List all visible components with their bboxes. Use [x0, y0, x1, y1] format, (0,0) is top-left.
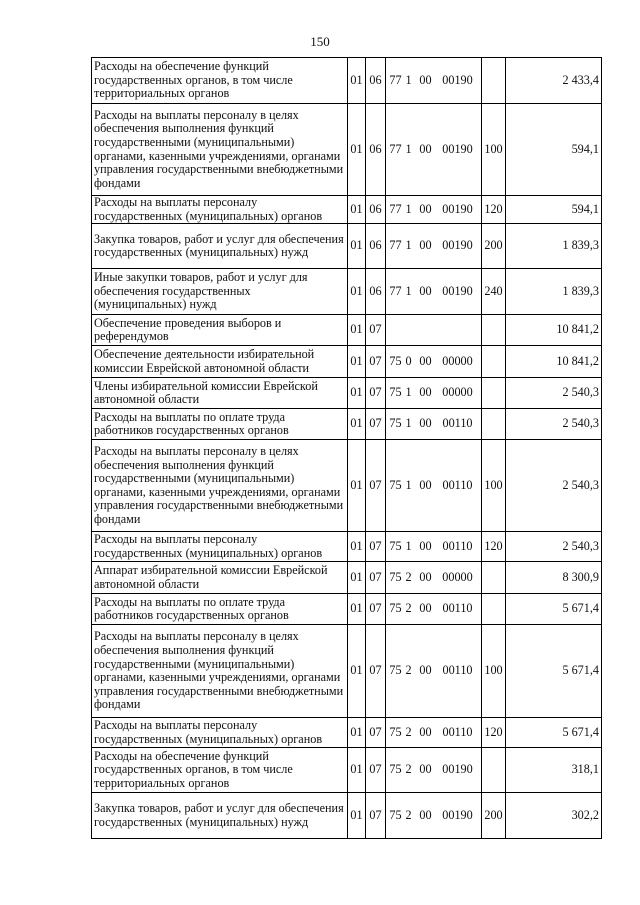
- target-article-part: 00000: [442, 353, 473, 368]
- target-article-part: 77: [389, 283, 402, 298]
- target-article-part: 00190: [442, 72, 473, 87]
- target-article-part: 00: [419, 283, 432, 298]
- target-article-code: [386, 315, 482, 346]
- expense-name: Расходы на выплаты по оплате труда работников государственных органов: [92, 594, 348, 625]
- target-article-part: 00000: [442, 569, 473, 584]
- amount: 10 841,2: [506, 315, 602, 346]
- target-article-code: [386, 793, 482, 839]
- amount: 5 671,4: [506, 625, 602, 718]
- section-code: 01: [348, 748, 366, 793]
- table-row: [92, 224, 602, 269]
- expense-type-code: 100: [482, 104, 506, 196]
- target-article-part: 00: [419, 353, 432, 368]
- table-row: [92, 625, 602, 718]
- amount: 10 841,2: [506, 346, 602, 378]
- section-code: 01: [348, 378, 366, 409]
- target-article-part: 1: [405, 477, 412, 492]
- target-article-code: [386, 346, 482, 378]
- target-article-part: 00110: [442, 416, 473, 431]
- subsection-code: 06: [366, 58, 386, 104]
- expense-name: Расходы на выплаты персоналу в целях обеспечения выполнения функций государственными (муниципальными) органами, казенными учреждениями, органами управления государственными внебюджетными фондами: [92, 104, 348, 196]
- target-article-code: [386, 748, 482, 793]
- expense-type-code: [482, 748, 506, 793]
- budget-table: [91, 57, 602, 839]
- subsection-code: 07: [366, 378, 386, 409]
- expense-name: Аппарат избирательной комиссии Еврейской автономной области: [92, 562, 348, 594]
- target-article-part: 1: [405, 72, 412, 87]
- section-code: 01: [348, 532, 366, 562]
- subsection-code: 07: [366, 718, 386, 748]
- table-row: [92, 562, 602, 594]
- expense-name: Расходы на выплаты персоналу государственных (муниципальных) органов: [92, 532, 348, 562]
- target-article-part: 77: [389, 141, 402, 156]
- target-article-code: [386, 104, 482, 196]
- amount: 302,2: [506, 793, 602, 839]
- amount: 318,1: [506, 748, 602, 793]
- target-article-part: 75: [389, 807, 402, 822]
- target-article-part: 77: [389, 201, 402, 216]
- target-article-part: 2: [405, 601, 412, 616]
- section-code: 01: [348, 793, 366, 839]
- table-row: [92, 315, 602, 346]
- budget-table-body: [92, 58, 602, 839]
- subsection-code: 06: [366, 104, 386, 196]
- target-article-part: 00110: [442, 538, 473, 553]
- expense-type-code: 200: [482, 224, 506, 269]
- expense-type-code: 100: [482, 440, 506, 532]
- target-article-code: [386, 625, 482, 718]
- table-row: [92, 269, 602, 315]
- target-article-code: [386, 409, 482, 440]
- target-article-part: 00: [419, 807, 432, 822]
- expense-type-code: 100: [482, 625, 506, 718]
- amount: 8 300,9: [506, 562, 602, 594]
- section-code: 01: [348, 346, 366, 378]
- section-code: 01: [348, 594, 366, 625]
- target-article-part: 00: [419, 538, 432, 553]
- table-row: [92, 196, 602, 224]
- expense-type-code: [482, 58, 506, 104]
- section-code: 01: [348, 440, 366, 532]
- target-article-part: 75: [389, 477, 402, 492]
- amount: 2 540,3: [506, 409, 602, 440]
- section-code: 01: [348, 224, 366, 269]
- expense-type-code: 240: [482, 269, 506, 315]
- target-article-part: 00: [419, 141, 432, 156]
- target-article-part: 00: [419, 601, 432, 616]
- section-code: 01: [348, 269, 366, 315]
- target-article-part: 2: [405, 663, 412, 678]
- target-article-part: 1: [405, 538, 412, 553]
- subsection-code: 07: [366, 409, 386, 440]
- table-row: [92, 58, 602, 104]
- expense-type-code: 200: [482, 793, 506, 839]
- target-article-part: 2: [405, 569, 412, 584]
- target-article-part: 2: [405, 807, 412, 822]
- section-code: 01: [348, 718, 366, 748]
- subsection-code: 06: [366, 224, 386, 269]
- table-row: [92, 718, 602, 748]
- target-article-part: 1: [405, 283, 412, 298]
- subsection-code: 07: [366, 562, 386, 594]
- target-article-part: 00: [419, 201, 432, 216]
- target-article-part: 77: [389, 238, 402, 253]
- target-article-code: [386, 718, 482, 748]
- amount: 594,1: [506, 104, 602, 196]
- target-article-part: 2: [405, 762, 412, 777]
- target-article-part: 00190: [442, 283, 473, 298]
- expense-name: Расходы на выплаты персоналу в целях обеспечения выполнения функций государственными (муниципальными) органами, казенными учреждениями, органами управления государственными внебюджетными фондами: [92, 440, 348, 532]
- target-article-code: [386, 58, 482, 104]
- amount: 1 839,3: [506, 269, 602, 315]
- target-article-part: 00190: [442, 141, 473, 156]
- target-article-part: 75: [389, 762, 402, 777]
- expense-name: Обеспечение деятельности избирательной комиссии Еврейской автономной области: [92, 346, 348, 378]
- target-article-part: 75: [389, 663, 402, 678]
- target-article-part: 1: [405, 238, 412, 253]
- amount: 5 671,4: [506, 594, 602, 625]
- target-article-code: [386, 440, 482, 532]
- target-article-part: 00110: [442, 663, 473, 678]
- amount: 5 671,4: [506, 718, 602, 748]
- target-article-part: 1: [405, 201, 412, 216]
- expense-name: Расходы на выплаты персоналу государственных (муниципальных) органов: [92, 718, 348, 748]
- expense-name: Иные закупки товаров, работ и услуг для обеспечения государственных (муниципальных) нужд: [92, 269, 348, 315]
- subsection-code: 07: [366, 594, 386, 625]
- section-code: 01: [348, 104, 366, 196]
- expense-type-code: [482, 594, 506, 625]
- expense-type-code: 120: [482, 196, 506, 224]
- target-article-part: 00: [419, 762, 432, 777]
- table-row: [92, 378, 602, 409]
- expense-name: Расходы на выплаты персоналу государственных (муниципальных) органов: [92, 196, 348, 224]
- target-article-code: [386, 532, 482, 562]
- table-row: [92, 104, 602, 196]
- expense-name: Расходы на выплаты по оплате труда работников государственных органов: [92, 409, 348, 440]
- amount: 594,1: [506, 196, 602, 224]
- target-article-part: 1: [405, 141, 412, 156]
- subsection-code: 07: [366, 793, 386, 839]
- expense-type-code: [482, 409, 506, 440]
- target-article-part: 00: [419, 569, 432, 584]
- target-article-part: 0: [405, 353, 412, 368]
- amount: 2 540,3: [506, 378, 602, 409]
- target-article-part: 00: [419, 724, 432, 739]
- target-article-code: [386, 378, 482, 409]
- table-row: [92, 346, 602, 378]
- target-article-part: 75: [389, 724, 402, 739]
- amount: 2 433,4: [506, 58, 602, 104]
- target-article-part: 00190: [442, 807, 473, 822]
- expense-type-code: [482, 346, 506, 378]
- target-article-code: [386, 562, 482, 594]
- expense-name: Расходы на выплаты персоналу в целях обеспечения выполнения функций государственными (муниципальными) органами, казенными учреждениями, органами управления государственными внебюджетными фондами: [92, 625, 348, 718]
- target-article-part: 75: [389, 569, 402, 584]
- expense-type-code: [482, 315, 506, 346]
- target-article-part: 00: [419, 663, 432, 678]
- subsection-code: 07: [366, 625, 386, 718]
- section-code: 01: [348, 315, 366, 346]
- target-article-part: 2: [405, 724, 412, 739]
- expense-name: Закупка товаров, работ и услуг для обеспечения государственных (муниципальных) нужд: [92, 793, 348, 839]
- subsection-code: 06: [366, 269, 386, 315]
- target-article-part: 75: [389, 601, 402, 616]
- subsection-code: 06: [366, 196, 386, 224]
- section-code: 01: [348, 562, 366, 594]
- target-article-part: 00110: [442, 724, 473, 739]
- target-article-part: 00000: [442, 385, 473, 400]
- amount: 1 839,3: [506, 224, 602, 269]
- table-row: [92, 793, 602, 839]
- target-article-part: 75: [389, 353, 402, 368]
- target-article-code: [386, 269, 482, 315]
- target-article-code: [386, 224, 482, 269]
- expense-type-code: [482, 562, 506, 594]
- section-code: 01: [348, 196, 366, 224]
- target-article-code: [386, 594, 482, 625]
- subsection-code: 07: [366, 346, 386, 378]
- subsection-code: 07: [366, 440, 386, 532]
- target-article-part: 00: [419, 477, 432, 492]
- amount: 2 540,3: [506, 440, 602, 532]
- section-code: 01: [348, 58, 366, 104]
- expense-name: Закупка товаров, работ и услуг для обеспечения государственных (муниципальных) нужд: [92, 224, 348, 269]
- target-article-part: 00110: [442, 601, 473, 616]
- target-article-part: 77: [389, 72, 402, 87]
- expense-type-code: [482, 378, 506, 409]
- expense-type-code: 120: [482, 718, 506, 748]
- target-article-part: 75: [389, 538, 402, 553]
- amount: 2 540,3: [506, 532, 602, 562]
- table-row: [92, 594, 602, 625]
- target-article-part: 00: [419, 416, 432, 431]
- target-article-part: 00: [419, 385, 432, 400]
- table-row: [92, 409, 602, 440]
- subsection-code: 07: [366, 532, 386, 562]
- section-code: 01: [348, 625, 366, 718]
- expense-name: Обеспечение проведения выборов и референдумов: [92, 315, 348, 346]
- target-article-part: 1: [405, 416, 412, 431]
- target-article-code: [386, 196, 482, 224]
- expense-name: Расходы на обеспечение функций государственных органов, в том числе территориальных органов: [92, 748, 348, 793]
- expense-type-code: 120: [482, 532, 506, 562]
- table-row: [92, 440, 602, 532]
- target-article-part: 00: [419, 72, 432, 87]
- table-row: [92, 532, 602, 562]
- target-article-part: 75: [389, 385, 402, 400]
- subsection-code: 07: [366, 315, 386, 346]
- target-article-part: 00110: [442, 477, 473, 492]
- target-article-part: 1: [405, 385, 412, 400]
- expense-name: Расходы на обеспечение функций государственных органов, в том числе территориальных органов: [92, 58, 348, 104]
- target-article-part: 00190: [442, 201, 473, 216]
- target-article-part: 00: [419, 238, 432, 253]
- target-article-part: 75: [389, 416, 402, 431]
- target-article-part: 00190: [442, 238, 473, 253]
- target-article-part: 00190: [442, 762, 473, 777]
- expense-name: Члены избирательной комиссии Еврейской автономной области: [92, 378, 348, 409]
- section-code: 01: [348, 409, 366, 440]
- subsection-code: 07: [366, 748, 386, 793]
- table-row: [92, 748, 602, 793]
- page-number: 150: [310, 34, 330, 49]
